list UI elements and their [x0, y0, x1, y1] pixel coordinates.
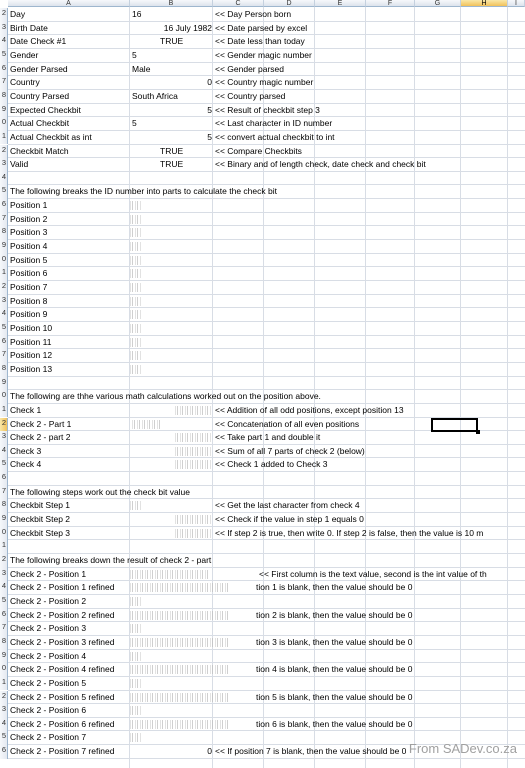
row-header[interactable]	[0, 49, 8, 63]
redacted-value	[132, 420, 160, 429]
row-gridline	[8, 225, 525, 226]
row-header[interactable]	[0, 472, 8, 486]
row-number: 6	[1, 199, 6, 209]
row-header[interactable]	[0, 622, 8, 636]
cell-c[interactable]: << Country magic number	[215, 77, 314, 88]
cell-c[interactable]: tion 2 is blank, then the value should be 0	[256, 609, 413, 620]
cell-c[interactable]: << Addition of all odd positions, except position 13	[215, 404, 404, 415]
redacted-value	[175, 433, 211, 442]
cell-a[interactable]: Position 9	[10, 309, 48, 320]
cell-a[interactable]: Position 4	[10, 241, 48, 252]
row-header[interactable]	[0, 609, 8, 623]
row-number: 2	[1, 8, 6, 17]
row-header[interactable]	[0, 431, 8, 445]
cell-c[interactable]: << Sum of all 7 parts of check 2 (below)	[215, 445, 365, 456]
row-number: 3	[1, 158, 6, 168]
cell-c[interactable]: << Country parsed	[215, 90, 286, 101]
redacted-value	[130, 242, 142, 251]
row-header[interactable]	[0, 445, 8, 459]
row-number: 4	[1, 171, 6, 181]
row-header[interactable]	[0, 185, 8, 199]
row-gridline	[8, 335, 525, 336]
redacted-value	[130, 665, 230, 674]
row-number: 2	[1, 144, 6, 154]
row-number: 9	[1, 649, 6, 659]
redacted-value	[130, 693, 230, 702]
cell-a[interactable]: Actual Checkbit as int	[10, 131, 92, 142]
redacted-value	[130, 256, 142, 265]
cell-a[interactable]: Checkbit Step 2	[10, 514, 71, 525]
watermark: From SADev.co.za	[408, 741, 517, 756]
row-header[interactable]	[0, 527, 8, 541]
row-header[interactable]	[0, 145, 8, 159]
row-number: 7	[1, 212, 6, 222]
cell-a[interactable]: Position 3	[10, 227, 48, 238]
cell-b[interactable]: 0	[207, 746, 212, 757]
row-number: 8	[1, 362, 6, 372]
cell-a[interactable]: Gender	[10, 49, 39, 60]
row-header[interactable]	[0, 22, 8, 36]
cell-a[interactable]: Check 2 - Position 4	[10, 650, 87, 661]
redacted-value	[130, 324, 142, 333]
row-number: 4	[1, 444, 6, 454]
row-gridline	[8, 212, 525, 213]
redacted-value	[130, 597, 142, 606]
redacted-value	[175, 447, 211, 456]
row-number: 3	[1, 704, 6, 714]
cell-c[interactable]: << Day Person born	[215, 9, 292, 19]
redacted-value	[130, 351, 142, 360]
row-number: 7	[1, 622, 6, 632]
cell-a[interactable]: Country Parsed	[10, 90, 70, 101]
cell-c[interactable]: tion 1 is blank, then the value should be 0	[256, 582, 413, 593]
column-header-i[interactable]: I	[508, 0, 525, 7]
cell-c[interactable]: << If step 2 is true, then write 0. If step 2 is false, then the value is 10 m	[215, 527, 484, 538]
cell-a[interactable]: Check 2 - Position 2	[10, 595, 87, 606]
row-number: 8	[1, 89, 6, 99]
row-header[interactable]	[0, 322, 8, 336]
row-number: 1	[1, 676, 6, 686]
row-header[interactable]	[0, 554, 8, 568]
row-number: 5	[1, 321, 6, 331]
row-number: 8	[1, 226, 6, 236]
cell-c[interactable]: << Get the last character from check 4	[215, 500, 360, 511]
row-number: 0	[1, 253, 6, 263]
row-header[interactable]	[0, 581, 8, 595]
row-gridline	[8, 253, 525, 254]
cell-b[interactable]: 16 July 1982	[163, 22, 212, 33]
cell-a[interactable]: Check 1	[10, 404, 42, 415]
cell-a[interactable]: Position 8	[10, 295, 48, 306]
row-number: 6	[1, 608, 6, 618]
cell-a[interactable]: The following steps work out the check bit value	[10, 486, 191, 497]
cell-b[interactable]: Male	[132, 63, 151, 74]
row-header[interactable]	[0, 254, 8, 268]
cell-a[interactable]: Position 11	[10, 336, 52, 347]
row-number: 8	[1, 635, 6, 645]
cell-a[interactable]: Checkbit Step 3	[10, 527, 71, 538]
row-number: 3	[1, 21, 6, 31]
column-header-g[interactable]: G	[415, 0, 461, 7]
cell-c[interactable]: tion 4 is blank, then the value should be 0	[256, 664, 413, 675]
redacted-value	[175, 515, 211, 524]
row-number: 0	[1, 526, 6, 536]
row-header[interactable]	[0, 458, 8, 472]
cell-a[interactable]: Checkbit Step 1	[10, 500, 71, 511]
row-number: 1	[1, 403, 6, 413]
row-header[interactable]	[0, 377, 8, 391]
row-gridline	[8, 307, 525, 308]
row-header[interactable]	[0, 295, 8, 309]
row-header[interactable]	[0, 281, 8, 295]
row-number: 2	[1, 417, 6, 427]
row-gridline	[8, 376, 525, 377]
row-number: 2	[1, 690, 6, 700]
row-header[interactable]	[0, 704, 8, 718]
cell-a[interactable]: Position 5	[10, 254, 48, 265]
row-gridline	[8, 239, 525, 240]
redacted-value	[130, 338, 142, 347]
row-header[interactable]	[0, 213, 8, 227]
row-header[interactable]	[0, 691, 8, 705]
cell-a[interactable]: Check 4	[10, 459, 42, 470]
row-header[interactable]	[0, 499, 8, 513]
row-number: 9	[1, 376, 6, 386]
row-number: 5	[1, 185, 6, 195]
row-gridline	[8, 348, 525, 349]
row-gridline	[8, 266, 525, 267]
cell-b[interactable]: 5	[132, 118, 137, 129]
row-header[interactable]	[0, 349, 8, 363]
cell-a[interactable]: The following breaks down the result of check 2 - part	[10, 555, 212, 565]
row-number: 1	[1, 267, 6, 277]
row-header[interactable]	[0, 131, 8, 145]
row-header[interactable]	[0, 8, 8, 22]
redacted-value	[130, 283, 142, 292]
cell-a[interactable]: Check 2 - Part 1	[10, 418, 72, 429]
row-header[interactable]	[0, 390, 8, 404]
column-header-b[interactable]: B	[130, 0, 213, 7]
cell-a[interactable]: Checkbit Match	[10, 145, 69, 156]
cell-b[interactable]: 5	[207, 131, 212, 142]
redacted-value	[130, 638, 230, 647]
column-header-f[interactable]: F	[366, 0, 415, 7]
row-number: 5	[1, 458, 6, 468]
cell-a[interactable]: Check 2 - Position 2 refined	[10, 609, 115, 620]
row-header[interactable]	[0, 418, 8, 432]
cell-c[interactable]: << Check 1 added to Check 3	[215, 459, 328, 470]
row-number: 5	[1, 731, 6, 741]
cell-c[interactable]: tion 6 is blank, then the value should be 0	[256, 718, 413, 729]
row-number: 2	[1, 281, 6, 290]
cell-c[interactable]: << Date parsed by excel	[215, 22, 308, 33]
row-header[interactable]	[0, 568, 8, 582]
row-number: 7	[1, 485, 6, 495]
cell-c[interactable]: << Gender magic number	[215, 49, 312, 60]
row-header[interactable]	[0, 240, 8, 254]
row-number: 2	[1, 554, 6, 563]
redacted-value	[130, 611, 230, 620]
row-gridline	[8, 280, 525, 281]
cell-c[interactable]: tion 5 is blank, then the value should be 0	[256, 691, 413, 702]
row-gridline	[8, 294, 525, 295]
row-number: 6	[1, 472, 6, 482]
cell-b[interactable]: 5	[132, 49, 137, 60]
cell-a[interactable]: Check 2 - part 2	[10, 432, 71, 443]
cell-a[interactable]: Position 2	[10, 213, 48, 224]
row-header[interactable]	[0, 336, 8, 350]
cell-a[interactable]: Check 2 - Position 4 refined	[10, 664, 115, 675]
cell-c[interactable]: << Date less than today	[215, 36, 305, 47]
row-header[interactable]	[0, 267, 8, 281]
column-header-h[interactable]: H	[461, 0, 508, 7]
cell-b[interactable]: TRUE	[160, 36, 184, 47]
row-header[interactable]	[0, 117, 8, 131]
cell-a[interactable]: Day	[10, 9, 26, 19]
row-number: 0	[1, 390, 6, 400]
column-gridline	[212, 7, 213, 768]
redacted-value	[130, 720, 230, 729]
cell-c[interactable]: << Concatenation of all even positions	[215, 418, 360, 429]
row-header[interactable]	[0, 677, 8, 691]
row-number: 0	[1, 663, 6, 673]
row-number: 0	[1, 117, 6, 127]
row-number: 8	[1, 499, 6, 509]
row-number: 3	[1, 294, 6, 304]
active-cell-h[interactable]	[431, 418, 478, 433]
redacted-value	[175, 529, 211, 538]
row-header[interactable]	[0, 540, 8, 554]
row-number: 6	[1, 62, 6, 72]
row-number: 4	[1, 35, 6, 45]
row-header[interactable]	[0, 650, 8, 664]
cell-b[interactable]: TRUE	[160, 159, 184, 170]
row-header[interactable]	[0, 718, 8, 732]
redacted-value	[130, 583, 230, 592]
row-header[interactable]	[0, 745, 8, 759]
row-number: 9	[1, 103, 6, 113]
cell-a[interactable]: Position 13	[10, 363, 53, 374]
redacted-value	[130, 652, 142, 661]
cell-a[interactable]: Check 2 - Position 6	[10, 705, 87, 716]
redacted-value	[130, 733, 142, 742]
row-header[interactable]	[0, 486, 8, 500]
cell-c[interactable]: << First column is the text value, second is the int value of th	[259, 568, 487, 579]
redacted-value	[130, 365, 142, 374]
cell-c[interactable]: << Compare Checkbits	[215, 145, 302, 156]
row-number: 4	[1, 581, 6, 591]
cell-b[interactable]: TRUE	[160, 145, 184, 156]
row-number: 6	[1, 335, 6, 345]
cell-a[interactable]: The following breaks the ID number into parts to calculate the check bit	[10, 186, 277, 197]
row-number: 3	[1, 567, 6, 577]
cell-c[interactable]: << Result of checkbit step 3	[215, 104, 320, 115]
cell-a[interactable]: Check 2 - Position 1 refined	[10, 582, 115, 593]
cell-b[interactable]: 16	[132, 9, 142, 19]
cell-a[interactable]: Birth Date	[10, 22, 48, 33]
cell-a[interactable]: Country	[10, 77, 40, 88]
cell-a[interactable]: Valid	[10, 159, 29, 170]
redacted-value	[130, 228, 142, 237]
row-number: 4	[1, 308, 6, 318]
row-header[interactable]	[0, 35, 8, 49]
redacted-value	[175, 460, 211, 469]
cell-c[interactable]: << convert actual checkbit to int	[215, 131, 335, 142]
row-number: 5	[1, 594, 6, 604]
row-header[interactable]	[0, 63, 8, 77]
cell-a[interactable]: Position 12	[10, 350, 53, 361]
row-number: 7	[1, 76, 6, 86]
row-header[interactable]	[0, 513, 8, 527]
column-gridline	[414, 7, 415, 768]
row-gridline	[8, 362, 525, 363]
cell-a[interactable]: Check 3	[10, 445, 42, 456]
row-header[interactable]	[0, 595, 8, 609]
cell-b[interactable]: 5	[207, 104, 212, 115]
redacted-value	[130, 297, 142, 306]
row-number: 5	[1, 48, 6, 58]
cell-c[interactable]: tion 3 is blank, then the value should be 0	[256, 636, 413, 647]
cell-a[interactable]: Check 2 - Position 7 refined	[10, 746, 115, 757]
redacted-value	[130, 201, 142, 210]
column-header-a[interactable]: A	[8, 0, 130, 7]
cell-a[interactable]: Expected Checkbit	[10, 104, 81, 115]
cell-c[interactable]: << Gender parsed	[215, 63, 284, 74]
column-gridline	[460, 7, 461, 768]
cell-a[interactable]: Position 7	[10, 282, 48, 292]
redacted-value	[130, 706, 142, 715]
cell-c[interactable]: << Check if the value in step 1 equals 0	[215, 514, 364, 525]
redacted-value	[130, 310, 142, 319]
redacted-value	[175, 406, 211, 415]
redacted-value	[130, 269, 142, 278]
row-header[interactable]	[0, 404, 8, 418]
cell-a[interactable]: Gender Parsed	[10, 63, 68, 74]
row-header[interactable]	[0, 636, 8, 650]
row-number: 9	[1, 240, 6, 250]
cell-c[interactable]: << If position 7 is blank, then the value should be 0	[215, 746, 407, 757]
row-number: 7	[1, 349, 6, 359]
cell-b[interactable]: South Africa	[132, 90, 178, 101]
row-header[interactable]	[0, 158, 8, 172]
row-header[interactable]	[0, 363, 8, 377]
cell-c[interactable]: << Last character in ID number	[215, 118, 333, 129]
row-header[interactable]	[0, 199, 8, 213]
cell-a[interactable]: Check 2 - Position 5 refined	[10, 691, 115, 702]
column-gridline	[507, 7, 508, 768]
column-gridline	[365, 7, 366, 768]
row-header[interactable]	[0, 308, 8, 322]
cell-a[interactable]: Check 2 - Position 1	[10, 568, 87, 579]
row-header[interactable]	[0, 226, 8, 240]
redacted-value	[130, 624, 142, 633]
cell-a[interactable]: Position 1	[10, 200, 48, 211]
row-header[interactable]	[0, 731, 8, 745]
row-number: 1	[1, 130, 6, 140]
row-header[interactable]	[0, 90, 8, 104]
cell-c[interactable]: << Binary and of length check, date check and check bit	[215, 159, 426, 170]
cell-a[interactable]: Check 2 - Position 3	[10, 623, 87, 634]
cell-a[interactable]: Check 2 - Position 7	[10, 732, 87, 743]
cell-a[interactable]: Actual Checkbit	[10, 118, 70, 129]
redacted-value	[130, 570, 210, 579]
column-header-d[interactable]: D	[264, 0, 315, 7]
row-number: 6	[1, 745, 6, 755]
cell-a[interactable]: Check 2 - Position 3 refined	[10, 636, 115, 647]
row-number: 9	[1, 513, 6, 523]
redacted-value	[130, 215, 142, 224]
cell-a[interactable]: Position 6	[10, 268, 48, 279]
redacted-value	[130, 501, 142, 510]
row-header[interactable]	[0, 172, 8, 186]
row-gridline	[8, 321, 525, 322]
row-number: 1	[1, 540, 6, 550]
cell-a[interactable]: Check 2 - Position 6 refined	[10, 718, 115, 729]
row-number: 4	[1, 717, 6, 727]
redacted-value	[130, 679, 142, 688]
cell-a[interactable]: Check 2 - Position 5	[10, 677, 87, 688]
row-header[interactable]	[0, 104, 8, 118]
cell-a[interactable]: The following are thhe various math calculations worked out on the position above.	[10, 391, 321, 402]
cell-b[interactable]: 0	[207, 77, 212, 88]
row-header[interactable]	[0, 76, 8, 90]
cell-a[interactable]: Position 10	[10, 322, 53, 333]
row-header[interactable]	[0, 663, 8, 677]
column-header-e[interactable]: E	[315, 0, 366, 7]
cell-a[interactable]: Date Check #1	[10, 36, 67, 47]
cell-c[interactable]: << Take part 1 and double it	[215, 432, 321, 443]
row-number: 3	[1, 431, 6, 441]
column-header-c[interactable]: C	[213, 0, 264, 7]
